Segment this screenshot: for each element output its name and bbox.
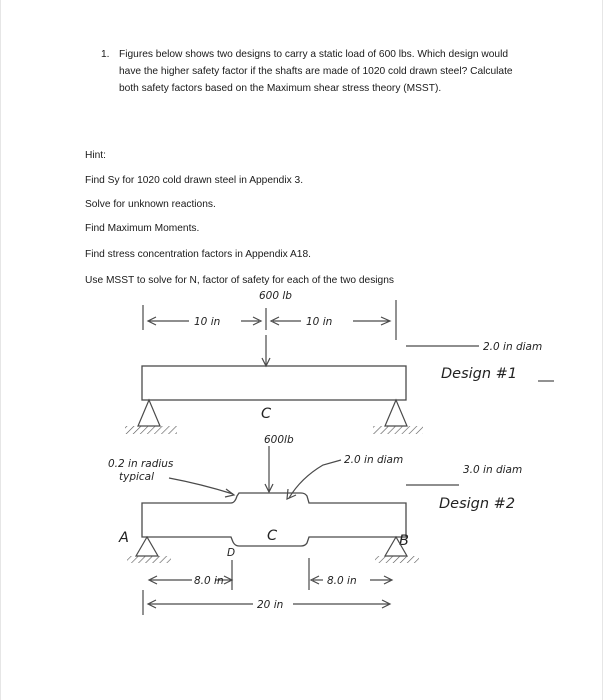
design2-load-label: 600lb: [264, 434, 294, 446]
hint-item: Find Maximum Moments.: [85, 223, 200, 234]
hint-item: Solve for unknown reactions.: [85, 199, 216, 210]
design2-large-diameter: 3.0 in diam: [463, 464, 523, 476]
design2-dim-left: 8.0 in: [194, 575, 224, 587]
hint-item: Find Sy for 1020 cold drawn steel in Appendix 3.: [85, 175, 304, 186]
design1-dim-right: 10 in: [306, 316, 333, 328]
design2-radius-note-1: 0.2 in radius: [108, 458, 174, 470]
design2-left-ground: [127, 556, 171, 563]
design2-right-ground: [375, 556, 419, 563]
design1-sketch: [125, 290, 554, 434]
problem-text: Figures below shows two designs to carry a static load of 600 lbs. Which design would have the higher safety factor if the shafts are made of 1020 cold drawn steel? Calculate both safety factors based on the Maximum shear stress theory (MSST).: [119, 49, 513, 94]
design2-point-a: A: [119, 530, 129, 546]
design1-dimension: [143, 300, 396, 340]
design1-shaft: [142, 366, 406, 400]
design1-dim-left: 10 in: [194, 316, 221, 328]
design1-left-ground: [125, 426, 177, 434]
design2-point-c: C: [267, 528, 278, 544]
design2-left-support: [136, 537, 158, 556]
design1-right-ground: [373, 426, 423, 434]
hint-label: Hint:: [85, 150, 106, 161]
design2-small-diameter: 2.0 in diam: [344, 454, 404, 466]
design2-dim-right: 8.0 in: [327, 575, 357, 587]
design1-left-support: [138, 400, 160, 426]
design2-radius-note-2: typical: [119, 471, 155, 483]
design1-load-label: 600 lb: [259, 290, 292, 302]
design1-diameter: 2.0 in diam: [483, 341, 543, 353]
design1-point-c: C: [261, 406, 272, 422]
hint-item: Use MSST to solve for N, factor of safety for each of the two designs: [85, 275, 394, 286]
design2-point-d: D: [227, 547, 236, 559]
beam-sketch: [1, 0, 603, 700]
hint-item: Find stress concentration factors in Appendix A18.: [85, 249, 311, 260]
design1-right-support: [385, 400, 407, 426]
problem-number: 1.: [101, 49, 110, 60]
design2-title: Design #2: [439, 496, 516, 512]
design1-title: Design #1: [441, 366, 518, 382]
design2-dim-total: 20 in: [257, 599, 284, 611]
design2-sketch: [108, 434, 522, 615]
design2-point-b: B: [399, 533, 409, 549]
